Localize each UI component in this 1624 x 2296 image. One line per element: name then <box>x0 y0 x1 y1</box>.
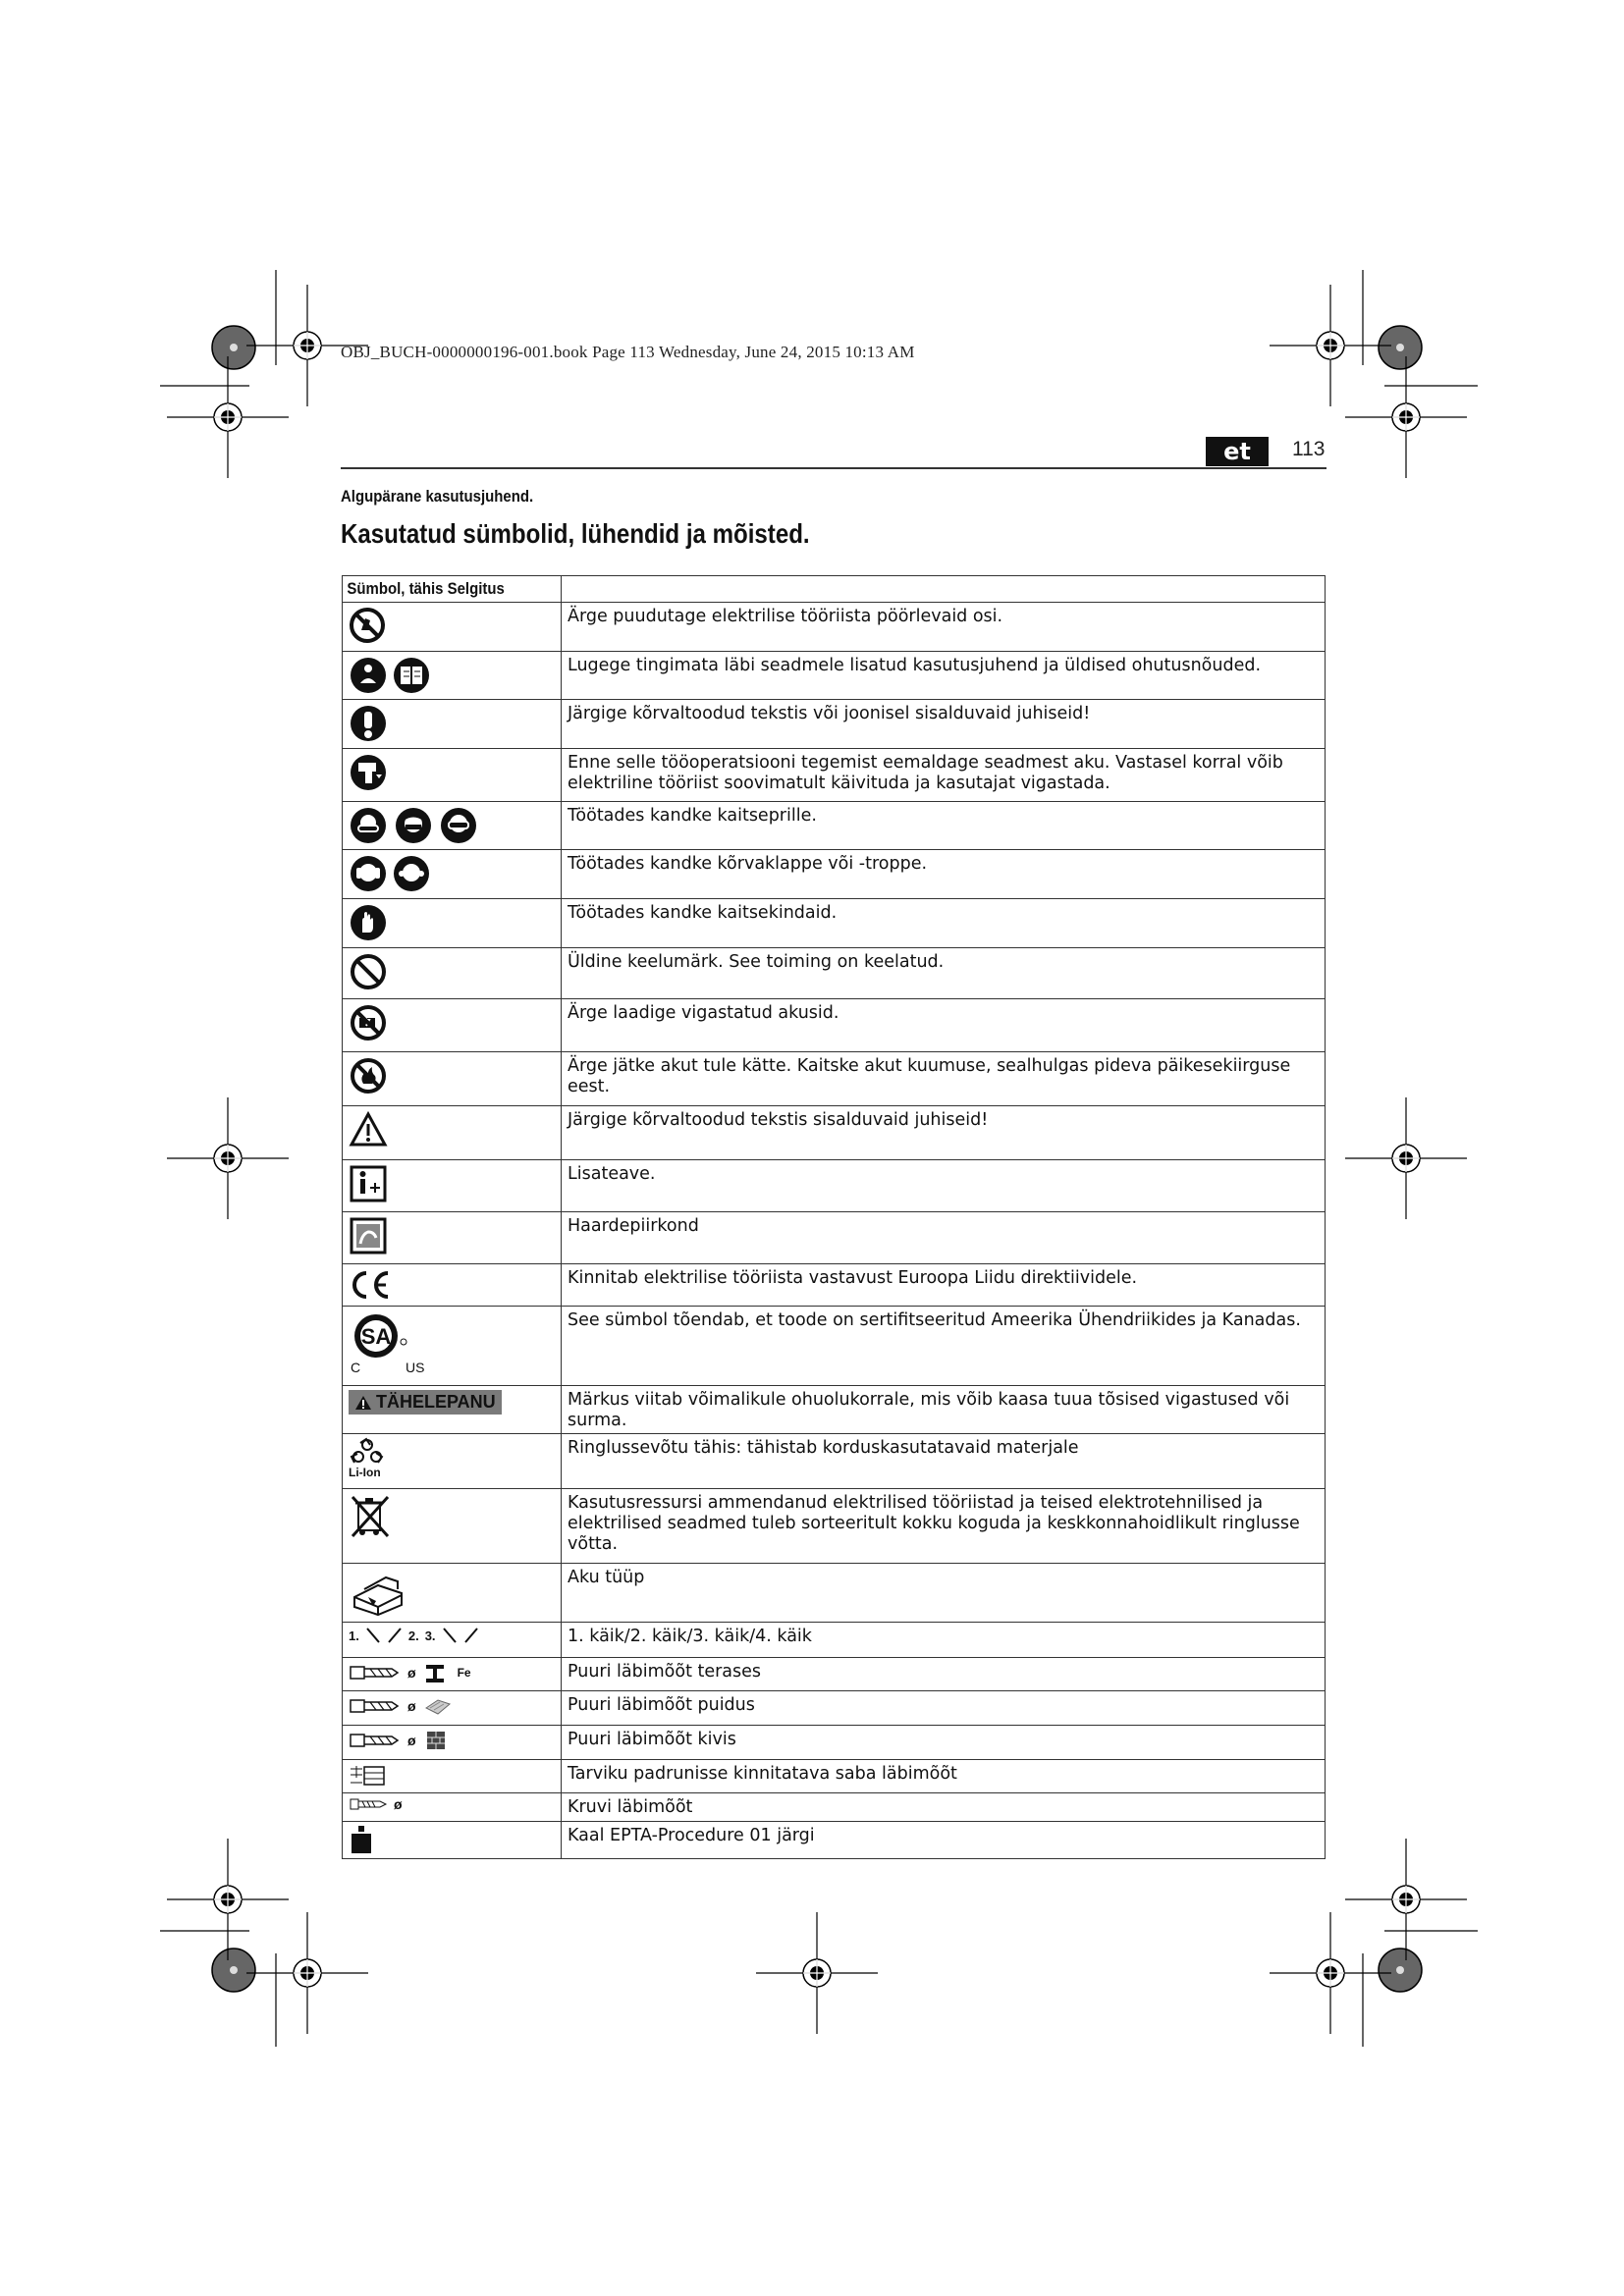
ear-protection-icon <box>349 854 433 893</box>
safety-goggles-icon <box>349 806 478 845</box>
row-text: Töötades kandke kõrvaklappe või -troppe. <box>562 850 1326 899</box>
gear-1-label: 1. <box>349 1628 359 1643</box>
weee-bin-icon <box>349 1493 392 1538</box>
table-row <box>343 899 1326 948</box>
row-text: Kinnitab elektrilise tööriista vastavust Euroopa Liidu direktiividele. <box>562 1264 1326 1307</box>
symbols-table <box>342 575 1326 1859</box>
table-row <box>343 1160 1326 1212</box>
table-header-label: Sümbol, tähis Selgitus <box>347 579 505 598</box>
row-text: Järgige kõrvaltoodud tekstis või joonisel sisalduvaid juhiseid! <box>562 700 1326 749</box>
gear-4-icon <box>463 1627 479 1644</box>
screw-diameter-icon <box>349 1795 388 1813</box>
table-row <box>343 1658 1326 1691</box>
fe-label: Fe <box>457 1666 471 1680</box>
recycling-li-ion-icon <box>349 1437 388 1467</box>
table-row <box>343 802 1326 850</box>
table-row <box>343 749 1326 802</box>
row-text: Järgige kõrvaltoodud tekstis sisalduvaid juhiseid! <box>562 1106 1326 1160</box>
row-text: Kasutusressursi ammendanud elektrilised tööriistad ja teised elektrotehnilised ja elektrilised seadmed tuleb sorteeritult kokku koguda ja keskkonnahoidlikult ringlusse võtta. <box>562 1489 1326 1564</box>
table-row <box>343 850 1326 899</box>
table-row <box>343 1489 1326 1564</box>
row-text: Ringlussevõtu tähis: tähistab korduskasutatavaid materjale <box>562 1434 1326 1489</box>
table-row <box>343 1434 1326 1489</box>
read-manual-icon <box>349 656 433 695</box>
row-text: Ärge jätke akut tule kätte. Kaitske akut kuumuse, sealhulgas pideva päikesekiirguse eest. <box>562 1052 1326 1106</box>
row-text: Puuri läbimõõt puidus <box>562 1691 1326 1726</box>
table-row <box>343 1106 1326 1160</box>
table-row <box>343 652 1326 700</box>
table-row <box>343 999 1326 1052</box>
table-row <box>343 1386 1326 1434</box>
drill-diameter-wood-icon <box>349 1694 400 1718</box>
no-charge-damaged-battery-icon <box>349 1003 388 1042</box>
table-row <box>343 603 1326 652</box>
row-text: Lugege tingimata läbi seadmele lisatud kasutusjuhend ja üldised ohutusnõuded. <box>562 652 1326 700</box>
gear-2-icon <box>387 1627 403 1644</box>
diameter-symbol: ø <box>407 1698 416 1714</box>
row-text: Haardepiirkond <box>562 1212 1326 1264</box>
exclamation-icon <box>349 704 388 743</box>
row-text: Kaal EPTA-Procedure 01 järgi <box>562 1822 1326 1859</box>
gear-2-label: 2. <box>407 1628 419 1643</box>
table-row <box>343 1726 1326 1760</box>
row-text: Töötades kandke kaitsekindaid. <box>562 899 1326 948</box>
gear-3-label: 3. <box>424 1628 436 1643</box>
no-touch-rotating-icon <box>349 607 386 644</box>
chuck-shank-icon <box>349 1763 388 1789</box>
row-text: Töötades kandke kaitseprille. <box>562 802 1326 850</box>
csa-us-label: US <box>406 1360 425 1375</box>
weight-icon <box>349 1824 374 1855</box>
print-header: OBJ_BUCH-0000000196-001.book Page 113 Wednesday, June 24, 2015 10:13 AM <box>341 343 915 361</box>
diameter-symbol: ø <box>407 1733 416 1748</box>
info-icon <box>349 1164 388 1203</box>
drill-diameter-stone-icon <box>349 1729 400 1752</box>
caution-badge-label: TÄHELEPANU <box>376 1392 496 1412</box>
table-row <box>343 1623 1326 1658</box>
table-row <box>343 948 1326 999</box>
row-text: Kruvi läbimõõt <box>562 1793 1326 1822</box>
steel-beam-icon <box>424 1661 450 1684</box>
table-row <box>343 1307 1326 1386</box>
drill-diameter-steel-icon <box>349 1661 400 1684</box>
table-row <box>343 1052 1326 1106</box>
row-text: Ärge laadige vigastatud akusid. <box>562 999 1326 1052</box>
row-text: Märkus viitab võimalikule ohuolukorrale, mis võib kaasa tuua tõsised vigastused või surma. <box>562 1386 1326 1434</box>
row-text: Puuri läbimõõt kivis <box>562 1726 1326 1760</box>
table-header-cell <box>343 576 562 603</box>
header-rule <box>341 467 1326 469</box>
remove-battery-icon <box>349 753 388 792</box>
warning-triangle-icon <box>349 1110 388 1149</box>
page-title: Kasutatud sümbolid, lühendid ja mõisted. <box>341 518 810 549</box>
row-text: Ärge puudutage elektrilise tööriista pöörlevaid osi. <box>562 603 1326 652</box>
grip-area-icon <box>349 1216 388 1255</box>
table-row <box>343 1793 1326 1822</box>
table-row <box>343 1691 1326 1726</box>
row-text: Tarviku padrunisse kinnitatava saba läbimõõt <box>562 1760 1326 1793</box>
gear-3-icon <box>442 1627 458 1644</box>
table-row <box>343 1822 1326 1859</box>
diameter-symbol: ø <box>407 1665 416 1681</box>
row-text: Enne selle tööoperatsiooni tegemist eemaldage seadmest aku. Vastasel korral võib elektriline tööriist soovimatult käivituda ja kasutajat vigastada. <box>562 749 1326 802</box>
table-row <box>343 1264 1326 1307</box>
battery-type-icon <box>349 1568 407 1617</box>
row-text: 1. käik/2. käik/3. käik/4. käik <box>562 1623 1326 1658</box>
document-subtitle: Algupärane kasutusjuhend. <box>341 487 534 506</box>
row-text: Aku tüüp <box>562 1564 1326 1623</box>
wood-icon <box>424 1694 452 1718</box>
warning-triangle-small-icon <box>354 1395 372 1411</box>
gear-selection-icon <box>365 1627 381 1644</box>
table-header-empty <box>562 576 1326 603</box>
li-ion-label: Li-Ion <box>349 1466 381 1479</box>
table-row <box>343 1760 1326 1793</box>
brick-icon <box>424 1729 448 1752</box>
row-text: See sümbol tõendab, et toode on sertifitseeritud Ameerika Ühendriikides ja Kanadas. <box>562 1307 1326 1386</box>
gloves-icon <box>349 903 388 942</box>
svg-text:SA: SA <box>360 1324 392 1349</box>
table-row <box>343 1564 1326 1623</box>
language-badge: et <box>1206 437 1269 466</box>
prohibition-icon <box>349 952 388 991</box>
table-row <box>343 700 1326 749</box>
no-fire-battery-icon <box>349 1056 388 1095</box>
ce-mark-icon <box>349 1268 392 1302</box>
row-text: Puuri läbimõõt terases <box>562 1658 1326 1691</box>
table-row <box>343 1212 1326 1264</box>
caution-badge-icon <box>349 1390 502 1415</box>
page-number: 113 <box>1292 438 1326 460</box>
row-text: Lisateave. <box>562 1160 1326 1212</box>
csa-c-label: C <box>351 1360 361 1375</box>
diameter-symbol: ø <box>394 1796 403 1812</box>
table-header-row <box>343 576 1326 603</box>
row-text: Üldine keelumärk. See toiming on keelatud. <box>562 948 1326 999</box>
